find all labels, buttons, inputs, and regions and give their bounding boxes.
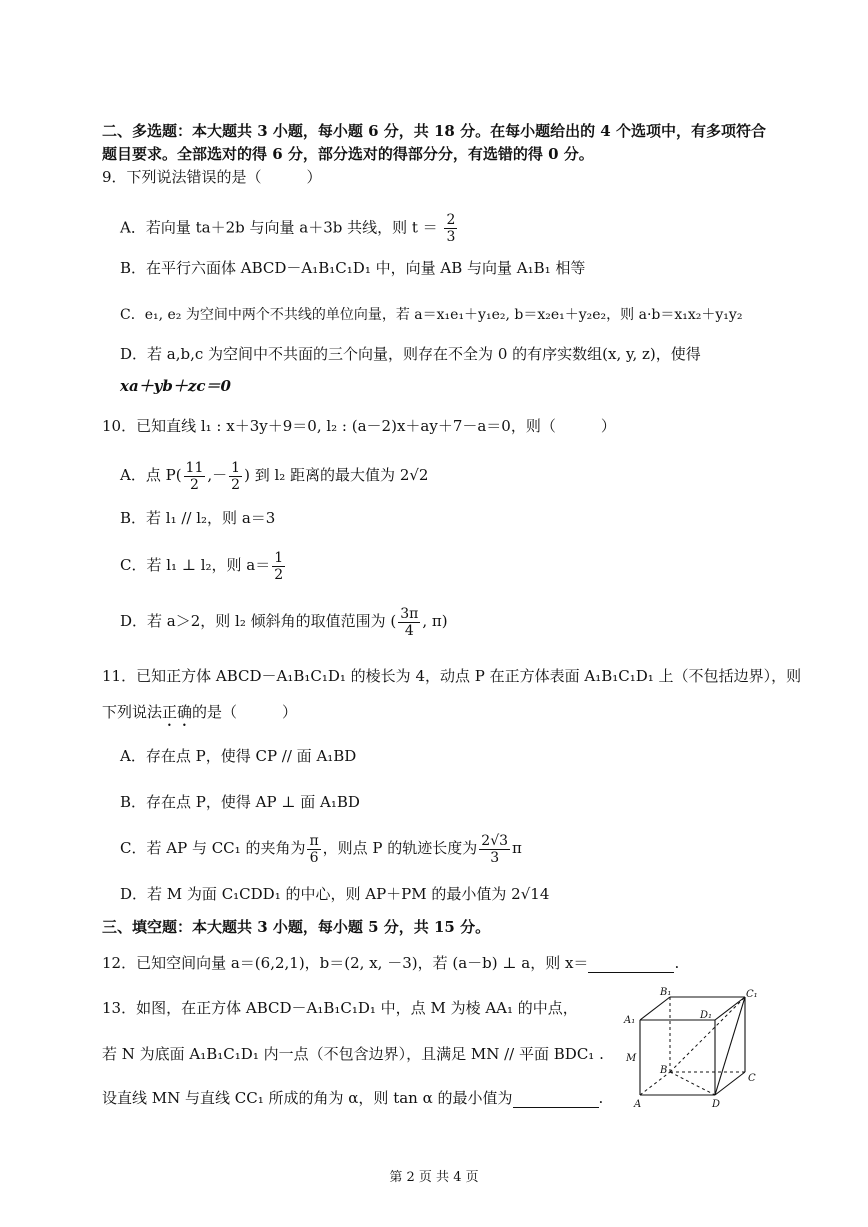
- q10-a-frac2: [229, 460, 242, 493]
- q10-c-pre: C．若 l₁ ⊥ l₂，则 a＝: [120, 556, 271, 574]
- edge-BD-hidden: [670, 1072, 715, 1095]
- label-A: A: [634, 1099, 642, 1110]
- question-10-option-c: [120, 548, 287, 583]
- page-footer: 第 2 页 共 4 页: [389, 1170, 479, 1185]
- q11-c-frac2: [479, 833, 510, 866]
- question-9-option-c: C．e₁, e₂ 为空间中两个不共线的单位向量，若 a＝x₁e₁＋y₁e₂, b＝x₂e₁＋y₂e₂，则 a·b＝x₁x₂＋y₁y₂: [120, 307, 743, 323]
- question-10-option-a: [120, 458, 428, 493]
- question-13-line3: [102, 1088, 603, 1108]
- question-11-option-d: D．若 M 为面 C₁CDD₁ 的中心，则 AP＋PM 的最小值为 2√14: [120, 885, 550, 903]
- q10-d-den: 4: [404, 622, 414, 639]
- label-M: M: [626, 1053, 637, 1064]
- q12-answer-blank: [588, 956, 674, 973]
- question-9-option-b: B．在平行六面体 ABCD－A₁B₁C₁D₁ 中，向量 AB 与向量 A₁B₁ 相等: [120, 259, 586, 277]
- q10-d-frac: [398, 606, 420, 639]
- q10-a-post: ) 到 l₂ 距离的最大值为 2√2: [244, 466, 429, 484]
- question-13-line2: 若 N 为底面 A₁B₁C₁D₁ 内一点（不包含边界），且满足 MN // 平面 BDC₁ .: [102, 1045, 604, 1063]
- q10-d-pre: D．若 a＞2，则 l₂ 倾斜角的取值范围为 (: [120, 612, 397, 630]
- question-10-option-d: [120, 604, 448, 639]
- label-C1: C₁: [746, 989, 758, 1000]
- question-9-option-d-cont: xa＋yb＋zc＝0: [120, 377, 231, 395]
- question-11-stem-line2: [102, 702, 297, 730]
- q9-a-den: 3: [446, 229, 456, 245]
- label-D: D: [712, 1099, 721, 1110]
- q11-c-den: 6: [309, 849, 319, 866]
- q11-c-mid: ，则点 P 的轨迹长度为: [322, 839, 478, 857]
- label-C: C: [748, 1073, 756, 1084]
- question-11-option-c: [120, 830, 522, 866]
- q10-a-pre: A．点 P(: [120, 466, 182, 484]
- q10-c-num: 1: [274, 549, 284, 566]
- q10-a-frac1: [184, 460, 206, 493]
- edge-DC: [715, 1072, 745, 1095]
- q9-a-num: 2: [446, 212, 456, 228]
- q9-a-prefix: A．若向量: [120, 218, 196, 237]
- q11-c-post: π: [512, 839, 522, 857]
- question-13-line1: 13．如图，在正方体 ABCD－A₁B₁C₁D₁ 中，点 M 为棱 AA₁ 的中点，: [102, 999, 578, 1017]
- edge-D1C1: [715, 997, 745, 1020]
- question-10-stem: 10．已知直线 l₁ : x＋3y＋9＝0, l₂ : (a－2)x＋ay＋7－a＝0，则（ ）: [102, 417, 616, 435]
- cube-figure: [620, 985, 780, 1115]
- q13-answer-blank: [513, 1091, 599, 1108]
- edge-A1B1: [640, 997, 670, 1020]
- q10-c-den: 2: [274, 566, 284, 583]
- q11-stem2-emph: 正确: [162, 703, 193, 721]
- question-11-option-b: B．存在点 P，使得 AP ⊥ 面 A₁BD: [120, 793, 360, 811]
- q11-stem2-pre: 下列说法: [102, 703, 163, 721]
- q12-text: 12．已知空间向量 a＝(6,2,1)，b＝(2, x, －3)，若 (a－b) ⊥ a，则 x＝: [102, 954, 589, 972]
- q10-c-frac: [272, 550, 285, 583]
- q11-c-num: π: [309, 832, 319, 849]
- question-9-option-a: [120, 212, 459, 245]
- q10-a-f1-den: 2: [190, 476, 199, 493]
- q10-a-f1-num: 11: [185, 459, 204, 476]
- section-3-title: 三、填空题：本大题共 3 小题，每小题 5 分，共 15 分。: [102, 918, 491, 936]
- q13-line3-text: 设直线 MN 与直线 CC₁ 所成的角为 α，则 tan α 的最小值为: [102, 1089, 513, 1107]
- q10-d-post: , π): [422, 612, 448, 630]
- q11-c-den2: 3: [490, 849, 500, 866]
- q9-a-fraction: [444, 212, 457, 245]
- q11-stem2-post: 的是（ ）: [192, 703, 298, 721]
- question-11-stem-line1: 11．已知正方体 ABCD－A₁B₁C₁D₁ 的棱长为 4，动点 P 在正方体表面 A₁B₁C₁D₁ 上（不包括边界），则: [102, 667, 802, 685]
- section-2-title-line2: 题目要求。全部选对的得 6 分，部分选对的得部分分，有选错的得 0 分。: [102, 145, 594, 163]
- question-9-stem: 9．下列说法错误的是（ ）: [102, 168, 322, 186]
- q12-end: .: [674, 954, 680, 972]
- q11-c-frac1: [307, 833, 320, 866]
- q13-end: .: [598, 1089, 604, 1107]
- q10-a-mid: ,－: [207, 466, 228, 484]
- label-A1: A₁: [624, 1015, 636, 1026]
- q9-a-text: ta＋2b 与向量 a＋3b 共线，则 t ＝: [195, 218, 438, 237]
- section-2-title-line1: 二、多选题：本大题共 3 小题，每小题 6 分，共 18 分。在每小题给出的 4 个选项中，有多项符合: [102, 122, 766, 140]
- label-D1: D₁: [700, 1010, 713, 1021]
- q10-d-num: 3π: [400, 605, 419, 622]
- label-B1: B₁: [660, 987, 672, 998]
- q11-c-num2: 2√3: [481, 832, 509, 849]
- q10-a-f2-den: 2: [231, 476, 241, 493]
- q11-c-pre: C．若 AP 与 CC₁ 的夹角为: [120, 839, 306, 857]
- question-10-option-b: B．若 l₁ // l₂，则 a＝3: [120, 509, 276, 527]
- question-11-option-a: A．存在点 P，使得 CP // 面 A₁BD: [120, 747, 357, 765]
- question-12: [102, 953, 679, 973]
- q10-a-f2-num: 1: [231, 459, 241, 476]
- label-B: B: [660, 1065, 668, 1076]
- question-9-option-d: D．若 a,b,c 为空间中不共面的三个向量，则存在不全为 0 的有序实数组(x, y, z)，使得: [120, 345, 701, 363]
